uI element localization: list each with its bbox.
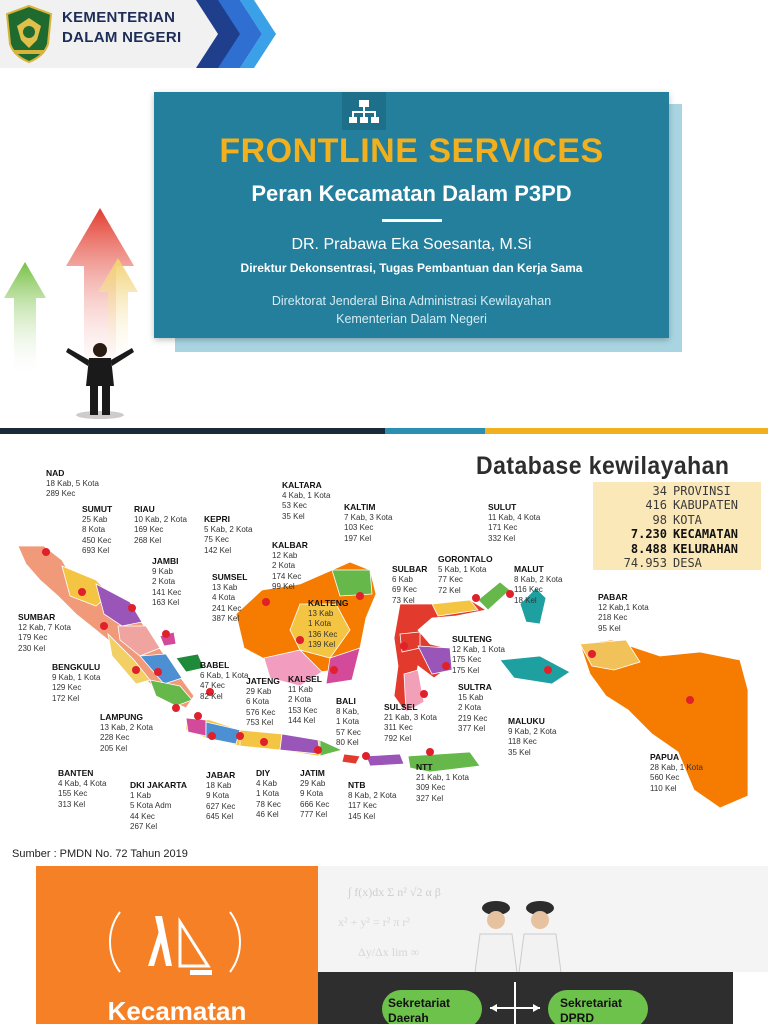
stat-label: KELURAHAN <box>673 541 739 556</box>
province-label: DKI JAKARTA 1 Kab 5 Kota Adm 44 Kec 267 Kel <box>130 780 187 831</box>
organization-line-2: Kementerian Dalam Negeri <box>336 312 487 326</box>
province-label: RIAU 10 Kab, 2 Kota 169 Kec 268 Kel <box>134 504 187 545</box>
engineering-tools-icon <box>100 902 250 982</box>
province-label: SUMUT 25 Kab 8 Kota 450 Kec 693 Kel <box>82 504 113 555</box>
stat-label: KOTA <box>673 512 702 527</box>
organization-slide <box>0 866 768 1024</box>
database-title: Database kewilayahan <box>476 452 730 480</box>
province-label: MALUT 8 Kab, 2 Kota 116 Kec 18 Kel <box>514 564 563 605</box>
title-slide <box>0 0 768 428</box>
province-label: KALTIM 7 Kab, 3 Kota 103 Kec 197 Kel <box>344 502 393 543</box>
province-label: SUMSEL 13 Kab 4 Kota 241 Kec 387 Kel <box>212 572 248 623</box>
province-label: SULTENG 12 Kab, 1 Kota 175 Kec 175 Kel <box>452 634 505 675</box>
province-label: SUMBAR 12 Kab, 7 Kota 179 Kec 230 Kel <box>18 612 71 653</box>
kecamatan-title: Kecamatan <box>107 996 247 1024</box>
svg-text:Δy/Δx lim ∞: Δy/Δx lim ∞ <box>358 945 420 959</box>
province-label: SULSEL 21 Kab, 3 Kota 311 Kec 792 Kel <box>384 702 437 743</box>
province-label: BENGKULU 9 Kab, 1 Kota 129 Kec 172 Kel <box>52 662 101 703</box>
stat-label: KECAMATAN <box>673 527 739 542</box>
province-label: BANTEN 4 Kab, 4 Kota 155 Kec 313 Kel <box>58 768 107 809</box>
garuda-emblem-icon <box>4 4 54 64</box>
province-label: NTT 21 Kab, 1 Kota 309 Kec 327 Kel <box>416 762 469 803</box>
province-label: KEPRI 5 Kab, 2 Kota 75 Kec 142 Kel <box>204 514 253 555</box>
province-label: KALTARA 4 Kab, 1 Kota 53 Kec 35 Kel <box>282 480 331 521</box>
stat-label: KABUPATEN <box>673 498 739 513</box>
svg-text:x² + y² = r² π r²: x² + y² = r² π r² <box>338 915 410 929</box>
org-connector-icon <box>490 982 540 1024</box>
stat-value: 98 <box>652 512 667 527</box>
ministry-line-1: KEMENTERIAN <box>62 9 176 26</box>
province-label: KALBAR 12 Kab 2 Kota 174 Kec 99 Kel <box>272 540 308 591</box>
province-label: KALTENG 13 Kab 1 Kota 136 Kec 139 Kel <box>308 598 349 649</box>
ministry-line-2: DALAM NEGERI <box>62 29 182 46</box>
province-label: JATENG 29 Kab 6 Kota 576 Kec 753 Kel <box>246 676 280 727</box>
province-label: JABAR 18 Kab 9 Kota 627 Kec 645 Kel <box>206 770 236 821</box>
province-label: GORONTALO 5 Kab, 1 Kota 77 Kec 72 Kel <box>438 554 493 595</box>
province-label: KALSEL 11 Kab 2 Kota 153 Kec 144 Kel <box>288 674 322 725</box>
stat-value: 416 <box>645 498 667 513</box>
sekretariat-dprd-box: Sekretariat DPRD <box>548 990 648 1024</box>
sekretariat-daerah-box: Sekretariat Daerah <box>382 990 482 1024</box>
stat-value: 74.953 <box>623 556 667 571</box>
province-label: PABAR 12 Kab,1 Kota 218 Kec 95 Kel <box>598 592 649 633</box>
province-label: DIY 4 Kab 1 Kota 78 Kec 46 Kel <box>256 768 281 819</box>
province-label: JATIM 29 Kab 9 Kota 666 Kec 777 Kel <box>300 768 330 819</box>
province-label: NTB 8 Kab, 2 Kota 117 Kec 145 Kel <box>348 780 397 821</box>
ministry-name <box>62 8 202 48</box>
province-label: SULUT 11 Kab, 4 Kota 171 Kec 332 Kel <box>488 502 541 543</box>
province-label: LAMPUNG 13 Kab, 2 Kota 228 Kec 205 Kel <box>100 712 153 753</box>
province-label: BALI 8 Kab, 1 Kota 57 Kec 80 Kel <box>336 696 361 747</box>
author-name: DR. Prabawa Eka Soesanta, M.Si <box>291 236 532 253</box>
province-label: BABEL 6 Kab, 1 Kota 47 Kec 82 Kel <box>200 660 249 701</box>
province-label: MALUKU 9 Kab, 2 Kota 118 Kec 35 Kel <box>508 716 557 757</box>
stat-value: 7.230 <box>630 527 667 542</box>
svg-text:∫ f(x)dx Σ n² √2 α β: ∫ f(x)dx Σ n² √2 α β <box>348 885 441 899</box>
province-label: SULBAR 6 Kab 69 Kec 73 Kel <box>392 564 428 605</box>
hierarchy-badge <box>342 92 386 130</box>
province-label: JAMBI 9 Kab 2 Kota 141 Kec 163 Kel <box>152 556 182 607</box>
stat-value: 34 <box>652 484 667 498</box>
province-label: SULTRA 15 Kab 2 Kota 219 Kec 377 Kel <box>458 682 492 733</box>
hierarchy-icon <box>342 92 386 130</box>
stat-value: 8.488 <box>630 541 667 556</box>
organization-line-1: Direktorat Jenderal Bina Administrasi Kewilayahan <box>271 294 552 308</box>
province-label: NAD 18 Kab, 5 Kota 289 Kec <box>46 468 99 498</box>
presentation-title: FRONTLINE SERVICES <box>219 132 604 170</box>
author-role: Direktur Dekonsentrasi, Tugas Pembantuan dan Kerja Sama <box>240 261 583 275</box>
province-label: PAPUA 28 Kab, 1 Kota 560 Kec 110 Kel <box>650 752 703 793</box>
source-note: Sumber : PMDN No. 72 Tahun 2019 <box>12 848 188 860</box>
stat-label: DESA <box>673 556 702 571</box>
title-rule <box>382 219 442 222</box>
database-slide <box>0 434 768 866</box>
chevron-arrows-icon <box>196 0 276 68</box>
ministry-header <box>0 0 272 68</box>
presentation-subtitle: Peran Kecamatan Dalam P3PD <box>251 181 572 206</box>
stat-label: PROVINSI <box>673 484 731 498</box>
math-background-illustration <box>318 866 768 972</box>
